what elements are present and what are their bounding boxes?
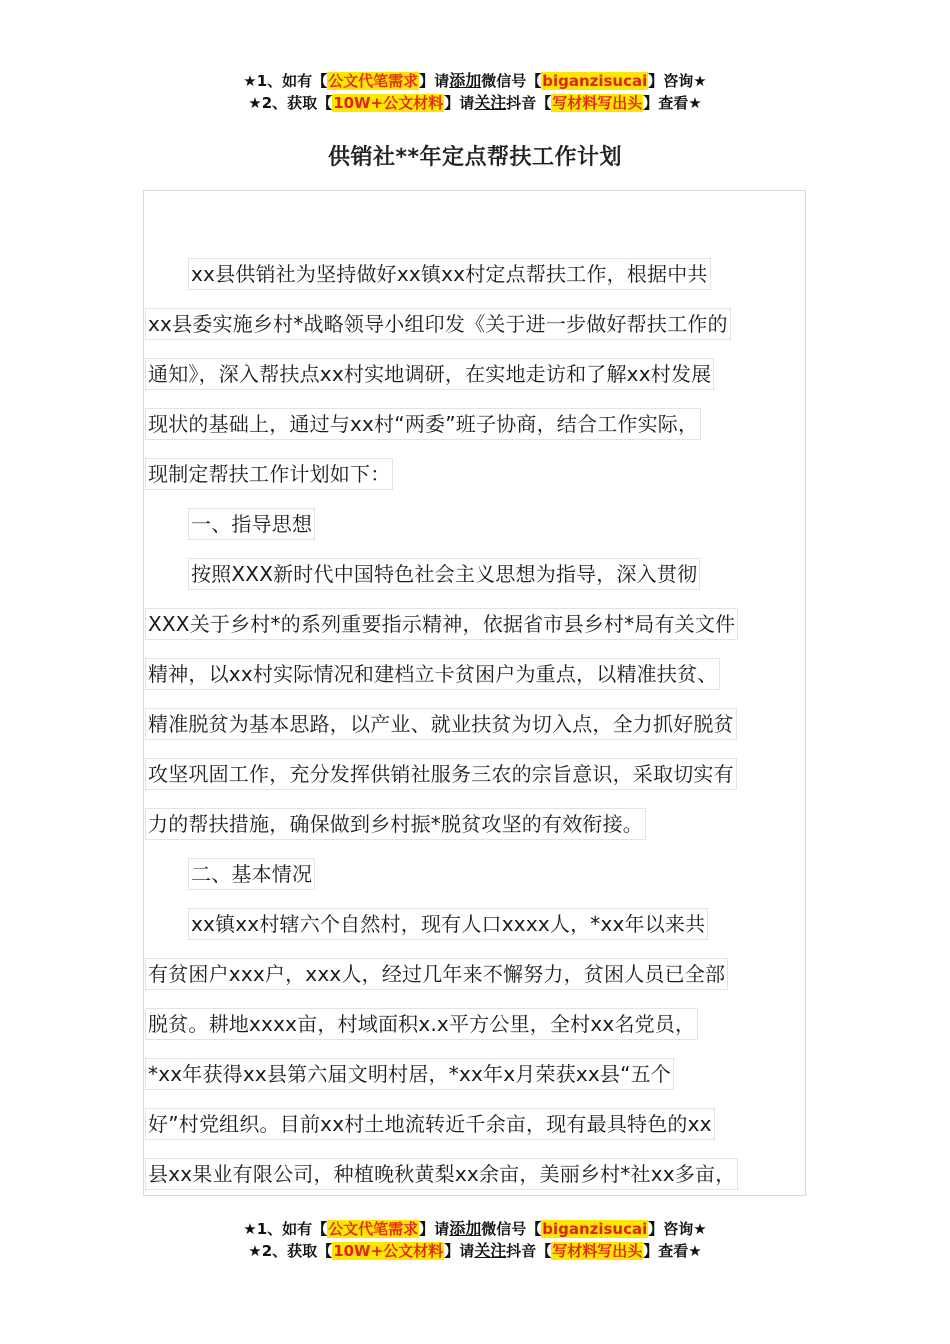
text-line: 精神，以xx村实际情况和建档立卡贫困户为重点，以精准扶贫、 (145, 658, 825, 708)
text-line: 力的帮扶措施，确保做到乡村振*脱贫攻坚的有效衔接。 (145, 808, 825, 858)
document-body (145, 258, 825, 1208)
text-line: *xx年获得xx县第六届文明村居，*xx年x月荣获xx县“五个 (145, 1058, 825, 1108)
text-line: xx县委实施乡村*战略领导小组印发《关于进一步做好帮扶工作的 (145, 308, 825, 358)
banner-line-2: ★2、获取【10W+公文材料】请关注抖音【写材料写出头】查看★ (248, 1241, 702, 1260)
highlight-materials: 10W+公文材料 (333, 1242, 444, 1260)
bottom-banner (0, 1218, 950, 1262)
text-line: xx县供销社为坚持做好xx镇xx村定点帮扶工作，根据中共 (145, 258, 825, 308)
highlight-douyin: 写材料写出头 (552, 1242, 643, 1260)
text-line: 按照XXX新时代中国特色社会主义思想为指导，深入贯彻 (145, 558, 825, 608)
text-line: 好”村党组织。目前xx村土地流转近千余亩，现有最具特色的xx (145, 1108, 825, 1158)
banner-line-2: ★2、获取【10W+公文材料】请关注抖音【写材料写出头】查看★ (248, 93, 702, 112)
text-line: 现状的基础上，通过与xx村“两委”班子协商，结合工作实际， (145, 408, 825, 458)
top-banner (0, 70, 950, 114)
text-line: 有贫困户xxx户，xxx人，经过几年来不懈努力，贫困人员已全部 (145, 958, 825, 1008)
highlight-douyin: 写材料写出头 (552, 94, 643, 112)
highlight-service: 公文代笔需求 (328, 72, 419, 90)
highlight-wechat-id: biganzisucai (542, 1220, 648, 1238)
highlight-wechat-id: biganzisucai (542, 72, 648, 90)
text-line: 脱贫。耕地xxxx亩，村域面积x.x平方公里，全村xx名党员， (145, 1008, 825, 1058)
text-line: 精准脱贫为基本思路，以产业、就业扶贫为切入点，全力抓好脱贫 (145, 708, 825, 758)
highlight-materials: 10W+公文材料 (333, 94, 444, 112)
document-title: 供销社**年定点帮扶工作计划 (327, 145, 622, 170)
text-line: 现制定帮扶工作计划如下： (145, 458, 825, 508)
section-heading-1: 一、指导思想 (145, 508, 825, 558)
text-line: XXX关于乡村*的系列重要指示精神，依据省市县乡村*局有关文件 (145, 608, 825, 658)
banner-line-1: ★1、如有【公文代笔需求】请添加微信号【biganzisucai】咨询★ (243, 71, 707, 90)
text-line: xx镇xx村辖六个自然村，现有人口xxxx人，*xx年以来共 (145, 908, 825, 958)
banner-line-1: ★1、如有【公文代笔需求】请添加微信号【biganzisucai】咨询★ (243, 1219, 707, 1238)
highlight-service: 公文代笔需求 (328, 1220, 419, 1238)
text-line: 攻坚巩固工作，充分发挥供销社服务三农的宗旨意识，采取切实有 (145, 758, 825, 808)
text-line: 县xx果业有限公司，种植晚秋黄梨xx余亩，美丽乡村*社xx多亩， (145, 1158, 825, 1208)
text-line: 通知》，深入帮扶点xx村实地调研，在实地走访和了解xx村发展 (145, 358, 825, 408)
section-heading-2: 二、基本情况 (145, 858, 825, 908)
